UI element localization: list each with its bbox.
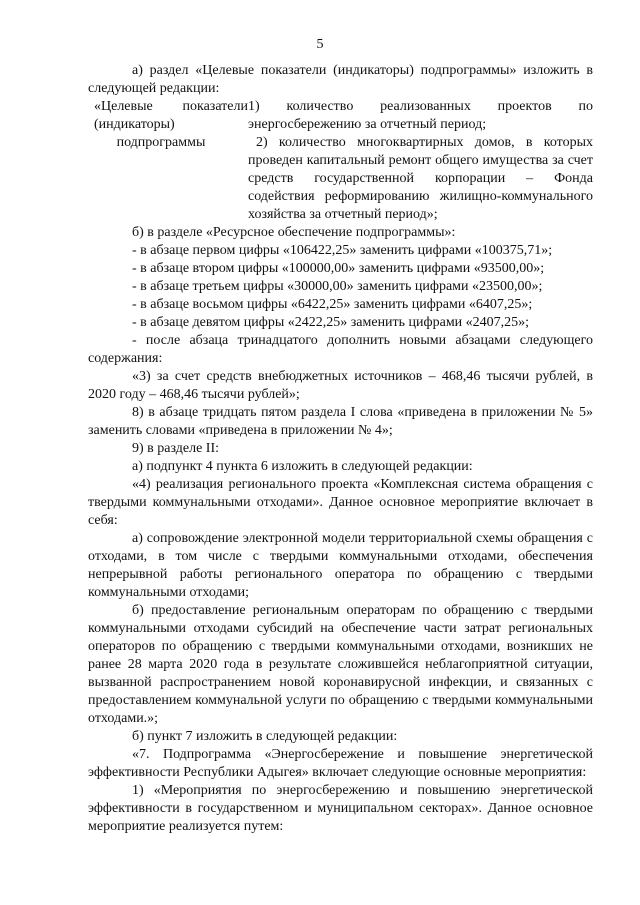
paragraph: - в абзаце третьем цифры «30000,00» заменить цифрами «23500,00»; bbox=[132, 279, 543, 294]
page-number: 5 bbox=[316, 37, 324, 52]
table-right-item: 1) количество реализованных проектов по энергосбережению за отчетный период; bbox=[248, 99, 593, 132]
table-left-line: «Целевые показатели bbox=[94, 99, 248, 114]
paragraph: - в абзаце восьмом цифры «6422,25» заменить цифрами «6407,25»; bbox=[132, 297, 533, 312]
document-body bbox=[88, 62, 593, 836]
table-left-line: подпрограммы bbox=[116, 135, 206, 150]
paragraph: а) подпункт 4 пункта 6 изложить в следующей редакции: bbox=[132, 459, 473, 474]
paragraph: «7. Подпрограмма «Энергосбережение и повышение энергетической эффективности Республики Адыгея» включает следующие основные мероприятия: bbox=[88, 747, 593, 780]
table-left-line: (индикаторы) bbox=[94, 117, 175, 132]
table-left-cell bbox=[88, 98, 248, 224]
table-right-cell bbox=[248, 98, 593, 224]
paragraph: - в абзаце первом цифры «106422,25» заменить цифрами «100375,71»; bbox=[132, 243, 553, 258]
paragraph: а) сопровождение электронной модели территориальной схемы обращения с отходами, в том числе с твердыми коммунальными отходами, обеспечения непрерывной работы регионального оператора по обращению с твердыми коммунальными отходами; bbox=[88, 531, 593, 600]
paragraph: 9) в разделе II: bbox=[132, 441, 220, 456]
paragraph: 8) в абзаце тридцать пятом раздела I слова «приведена в приложении № 5» заменить словами «приведена в приложении № 4»; bbox=[88, 405, 593, 438]
paragraph: б) в разделе «Ресурсное обеспечение подпрограммы»: bbox=[132, 225, 456, 240]
paragraph: а) раздел «Целевые показатели (индикаторы) подпрограммы» изложить в следующей редакции: bbox=[88, 63, 593, 96]
paragraph: «4) реализация регионального проекта «Комплексная система обращения с твердыми коммунальными отходами». Данное основное мероприятие включает в себя: bbox=[88, 477, 593, 528]
paragraph: - после абзаца тринадцатого дополнить новыми абзацами следующего содержания: bbox=[88, 333, 593, 366]
paragraph: - в абзаце девятом цифры «2422,25» заменить цифрами «2407,25»; bbox=[132, 315, 530, 330]
paragraph: б) пункт 7 изложить в следующей редакции: bbox=[132, 729, 398, 744]
paragraph: б) предоставление региональным операторам по обращению с твердыми коммунальными отходами субсидий на обеспечение части затрат региональных операторов по обращению с твердыми коммунальными отходами, возникших не ранее 28 марта 2020 года в результате сложившейся неблагоприятной ситуации, вызванной распространением новой коронавирусной инфекции, и связанных с предоставлением коммунальной услуги по обращению с твердыми коммунальными отходами.»; bbox=[88, 603, 593, 726]
paragraph: «3) за счет средств внебюджетных источников – 468,46 тысячи рублей, в 2020 году – 468,46 тысячи рублей»; bbox=[88, 369, 593, 402]
paragraph: - в абзаце втором цифры «100000,00» заменить цифрами «93500,00»; bbox=[132, 261, 545, 276]
table-right-item: 2) количество многоквартирных домов, в которых проведен капитальный ремонт общего имущества за счет средств государственной корпорации – Фонда содействия реформированию жилищно-коммунального хозяйства за отчетный период»; bbox=[248, 135, 593, 222]
indicator-table bbox=[88, 98, 593, 224]
paragraph: 1) «Мероприятия по энергосбережению и повышению энергетической эффективности в государственном и муниципальном секторах». Данное основное мероприятие реализуется путем: bbox=[88, 783, 593, 834]
